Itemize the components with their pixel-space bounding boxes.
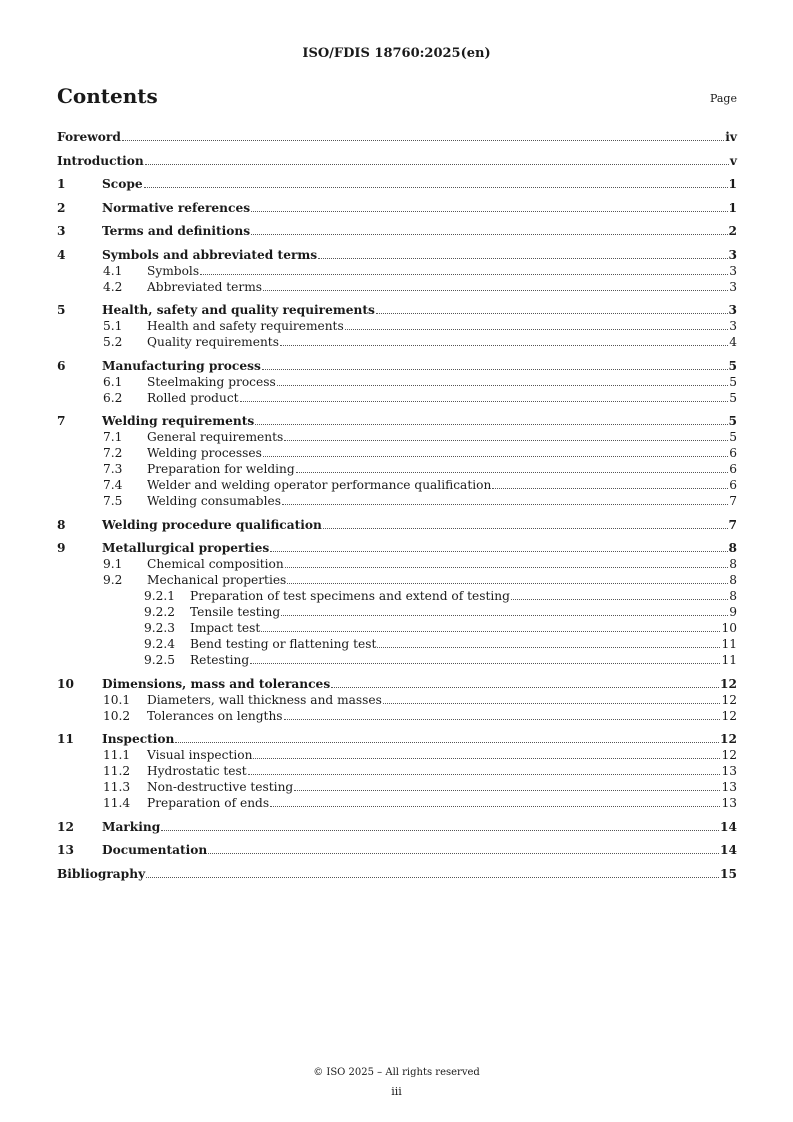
dot-leader [296,471,729,473]
dot-leader [240,400,729,402]
toc-entry-title[interactable]: Health and safety requirements [147,319,344,333]
page-column-label: Page [709,92,737,105]
toc-entry[interactable] [57,200,737,216]
toc-entry[interactable] [57,731,737,747]
toc-entry[interactable] [57,263,737,279]
toc-entry-number: 9.2.4 [144,637,176,651]
toc-entry[interactable] [57,413,737,429]
toc-entry-page: 2 [728,224,737,238]
toc-entry[interactable] [57,153,737,169]
toc-entry-title[interactable]: Symbols [147,263,200,278]
toc-entry-page: 3 [729,263,737,278]
toc-entry-title[interactable]: Rolled product [147,390,239,405]
toc-entry-number: 10.2 [103,708,131,723]
toc-entry-number: 9.2.2 [144,605,176,619]
page-number: iii [391,1085,402,1098]
toc-entry-page: 8 [729,573,737,587]
toc-entry-title[interactable]: Welder and welding operator performance qualification [147,478,492,492]
toc-entry[interactable] [57,795,737,811]
toc-entry-page: 8 [728,541,737,555]
toc-entry-title[interactable]: Normative references [102,200,251,215]
toc-entry[interactable] [57,390,737,406]
toc-entry-title[interactable]: Retesting [190,653,250,667]
toc-entry-page: 5 [728,414,737,428]
toc-entry[interactable] [57,302,737,318]
toc-entry[interactable] [57,708,737,724]
document-id-header: ISO/FDIS 18760:2025(en) [302,46,491,61]
toc-entry[interactable] [57,493,737,509]
toc-entry[interactable] [57,588,737,604]
toc-entry-number: 8 [57,517,66,532]
toc-entry[interactable] [57,129,737,145]
toc-entry-page: 15 [720,866,737,881]
toc-entry-title[interactable]: Manufacturing process [102,358,261,373]
toc-entry[interactable] [57,636,737,652]
toc-entry-page: 12 [720,676,737,691]
toc-entry-number: 6.2 [103,390,123,405]
toc-entry-page: 5 [729,374,737,389]
toc-entry-page: iv [725,130,737,144]
toc-entry-number: 11 [57,732,74,746]
toc-entry-page: 7 [729,494,737,508]
dot-leader [144,186,728,188]
dot-leader [287,582,728,584]
toc-entry[interactable] [57,374,737,390]
dot-leader [122,139,724,141]
dot-leader [284,439,728,441]
toc-entry[interactable] [57,477,737,493]
toc-entry[interactable] [57,334,737,350]
toc-entry[interactable] [57,318,737,334]
copyright-footer: © ISO 2025 – All rights reserved [313,1067,480,1078]
toc-entry-page: 14 [720,819,737,834]
toc-entry[interactable] [57,652,737,668]
dot-leader [250,662,720,664]
toc-entry-page: 6 [729,478,737,492]
toc-entry-number: 7.5 [103,494,123,508]
toc-entry[interactable] [57,604,737,620]
toc-entry-number: 7 [57,414,66,428]
toc-entry-page: 13 [721,780,737,794]
toc-entry[interactable] [57,572,737,588]
toc-entry-page: 1 [728,200,737,215]
toc-entry[interactable] [57,223,737,239]
dot-leader [261,630,720,632]
dot-leader [376,312,728,314]
dot-leader [323,527,728,529]
dot-leader [285,566,729,568]
toc-entry-page: 8 [729,589,737,603]
toc-entry[interactable] [57,692,737,708]
toc-entry-page: 8 [729,557,737,571]
dot-leader [270,805,720,807]
toc-entry-number: 9.2.1 [144,589,176,603]
toc-entry-page: 7 [728,517,737,532]
toc-entry-page: 4 [729,335,737,349]
dot-leader [284,718,721,720]
toc-entry-number: 6 [57,358,66,373]
dot-leader [511,598,728,600]
dot-leader [383,702,721,704]
toc-entry-page: 3 [728,247,737,262]
toc-entry-page: 12 [721,692,737,707]
toc-entry[interactable] [57,556,737,572]
toc-entry-number: 9.2.5 [144,653,176,667]
toc-entry-number: 11.2 [103,764,131,778]
toc-entry-number: 11.3 [103,780,131,794]
toc-entry-title[interactable]: Visual inspection [147,748,253,762]
toc-entry-title[interactable]: Welding requirements [102,414,255,428]
toc-entry-page: 11 [721,637,737,651]
toc-entry-title[interactable]: Documentation [102,843,208,857]
toc-entry-number: 10.1 [103,692,131,707]
toc-entry-title[interactable]: Preparation of ends [147,796,270,810]
toc-entry-page: 3 [729,279,737,294]
toc-entry-title[interactable]: Foreword [57,130,121,144]
toc-entry-page: 5 [729,430,737,444]
toc-entry-title[interactable]: Impact test [190,621,261,635]
toc-entry-number: 10 [57,676,74,691]
dot-leader [492,487,728,489]
toc-entry-title[interactable]: Welding processes [147,446,262,460]
toc-entry-number: 7.1 [103,430,123,444]
toc-entry-number: 4 [57,247,66,262]
toc-entry-page: 1 [728,177,737,191]
toc-entry-title[interactable]: Inspection [102,732,175,746]
toc-entry-page: 9 [729,605,737,619]
toc-entry-title[interactable]: Abbreviated terms [147,279,263,294]
dot-leader [377,646,720,648]
dot-leader [208,852,719,854]
toc-entry-title[interactable]: Welding procedure qualification [102,517,322,532]
toc-entry-title[interactable]: General requirements [147,430,284,444]
dot-leader [345,328,729,330]
dot-leader [161,829,719,831]
toc-entry-title[interactable]: Terms and definitions [102,224,251,238]
dot-leader [255,423,727,425]
toc-entry-title[interactable]: Preparation of test specimens and extend of testing [190,589,510,603]
toc-entry[interactable] [57,540,737,556]
toc-entry-number: 9.1 [103,557,123,571]
toc-entry-title[interactable]: Tolerances on lengths [147,708,283,723]
toc-entry-number: 9.2 [103,573,123,587]
dot-leader [146,876,719,878]
toc-entry[interactable] [57,779,737,795]
toc-entry-number: 6.1 [103,374,123,389]
toc-entry[interactable] [57,517,737,533]
toc-entry-number: 11.1 [103,748,131,762]
toc-entry-title[interactable]: Symbols and abbreviated terms [102,247,318,262]
dot-leader [263,289,728,291]
toc-entry-page: 11 [721,653,737,667]
toc-entry-page: v [729,153,737,168]
toc-entry[interactable] [57,176,737,192]
contents-title: Contents [57,84,158,108]
toc-entry-page: 5 [729,390,737,405]
toc-entry-title[interactable]: Metallurgical properties [102,541,270,555]
toc-entry-number: 13 [57,843,74,857]
dot-leader [253,757,720,759]
dot-leader [262,368,728,370]
toc-entry-number: 12 [57,819,74,834]
toc-entry-title[interactable]: Bibliography [57,866,146,881]
toc-entry-title[interactable]: Preparation for welding [147,462,295,476]
toc-entry[interactable] [57,763,737,779]
toc-entry-number: 9 [57,541,66,555]
toc-entry-title[interactable]: Introduction [57,153,144,168]
dot-leader [248,773,721,775]
dot-leader [251,210,727,212]
toc-entry-page: 6 [729,446,737,460]
dot-leader [280,344,728,346]
toc-entry-number: 11.4 [103,796,131,810]
toc-entry-page: 3 [729,319,737,333]
toc-entry-number: 1 [57,177,66,191]
dot-leader [200,273,728,275]
toc-entry-page: 12 [720,732,737,746]
toc-entry-title[interactable]: Health, safety and quality requirements [102,303,375,317]
toc-entry[interactable] [57,620,737,636]
toc-entry-page: 13 [721,764,737,778]
dot-leader [251,233,727,235]
table-of-contents [57,129,737,882]
dot-leader [331,686,719,688]
toc-entry-title[interactable]: Steelmaking process [147,374,276,389]
toc-entry-title[interactable]: Welding consumables [147,494,281,508]
dot-leader [270,550,727,552]
toc-entry-number: 4.2 [103,279,123,294]
toc-entry-number: 4.1 [103,263,123,278]
toc-entry-page: 10 [721,621,737,635]
toc-entry-title[interactable]: Dimensions, mass and tolerances [102,676,331,691]
toc-entry-number: 7.3 [103,462,123,476]
dot-leader [281,614,728,616]
toc-entry-page: 3 [728,303,737,317]
dot-leader [282,503,728,505]
toc-entry-title[interactable]: Diameters, wall thickness and masses [147,692,382,707]
contents-title-row [57,84,737,114]
toc-entry-page: 5 [728,358,737,373]
toc-entry-number: 7.4 [103,478,123,492]
dot-leader [318,257,727,259]
toc-entry[interactable] [57,842,737,858]
toc-entry-number: 7.2 [103,446,123,460]
dot-leader [263,455,728,457]
toc-entry[interactable] [57,747,737,763]
dot-leader [277,384,729,386]
toc-entry-title[interactable]: Tensile testing [190,605,281,619]
toc-entry-page: 12 [721,748,737,762]
toc-entry-title[interactable]: Hydrostatic test [147,764,247,778]
toc-entry[interactable] [57,866,737,882]
toc-entry-title[interactable]: Non-destructive testing [147,780,294,794]
toc-entry[interactable] [57,461,737,477]
toc-entry[interactable] [57,279,737,295]
toc-entry[interactable] [57,247,737,263]
toc-entry[interactable] [57,429,737,445]
toc-entry-page: 13 [721,796,737,810]
toc-entry-page: 6 [729,462,737,476]
toc-entry-number: 5 [57,303,66,317]
toc-entry-page: 12 [721,708,737,723]
toc-entry-number: 5.2 [103,335,123,349]
toc-entry-title[interactable]: Mechanical properties [147,573,287,587]
toc-entry-number: 2 [57,200,66,215]
toc-entry[interactable] [57,445,737,461]
toc-entry-title[interactable]: Marking [102,819,161,834]
dot-leader [175,741,719,743]
toc-entry[interactable] [57,819,737,835]
toc-entry-number: 9.2.3 [144,621,176,635]
dot-leader [294,789,720,791]
toc-entry-title[interactable]: Quality requirements [147,335,279,349]
toc-entry[interactable] [57,358,737,374]
toc-entry-title[interactable]: Chemical composition [147,557,284,571]
toc-entry[interactable] [57,676,737,692]
toc-entry-number: 5.1 [103,319,123,333]
dot-leader [145,163,729,165]
toc-entry-title[interactable]: Scope [102,177,143,191]
toc-entry-page: 14 [720,843,737,857]
toc-entry-number: 3 [57,224,66,238]
toc-entry-title[interactable]: Bend testing or flattening test [190,637,377,651]
